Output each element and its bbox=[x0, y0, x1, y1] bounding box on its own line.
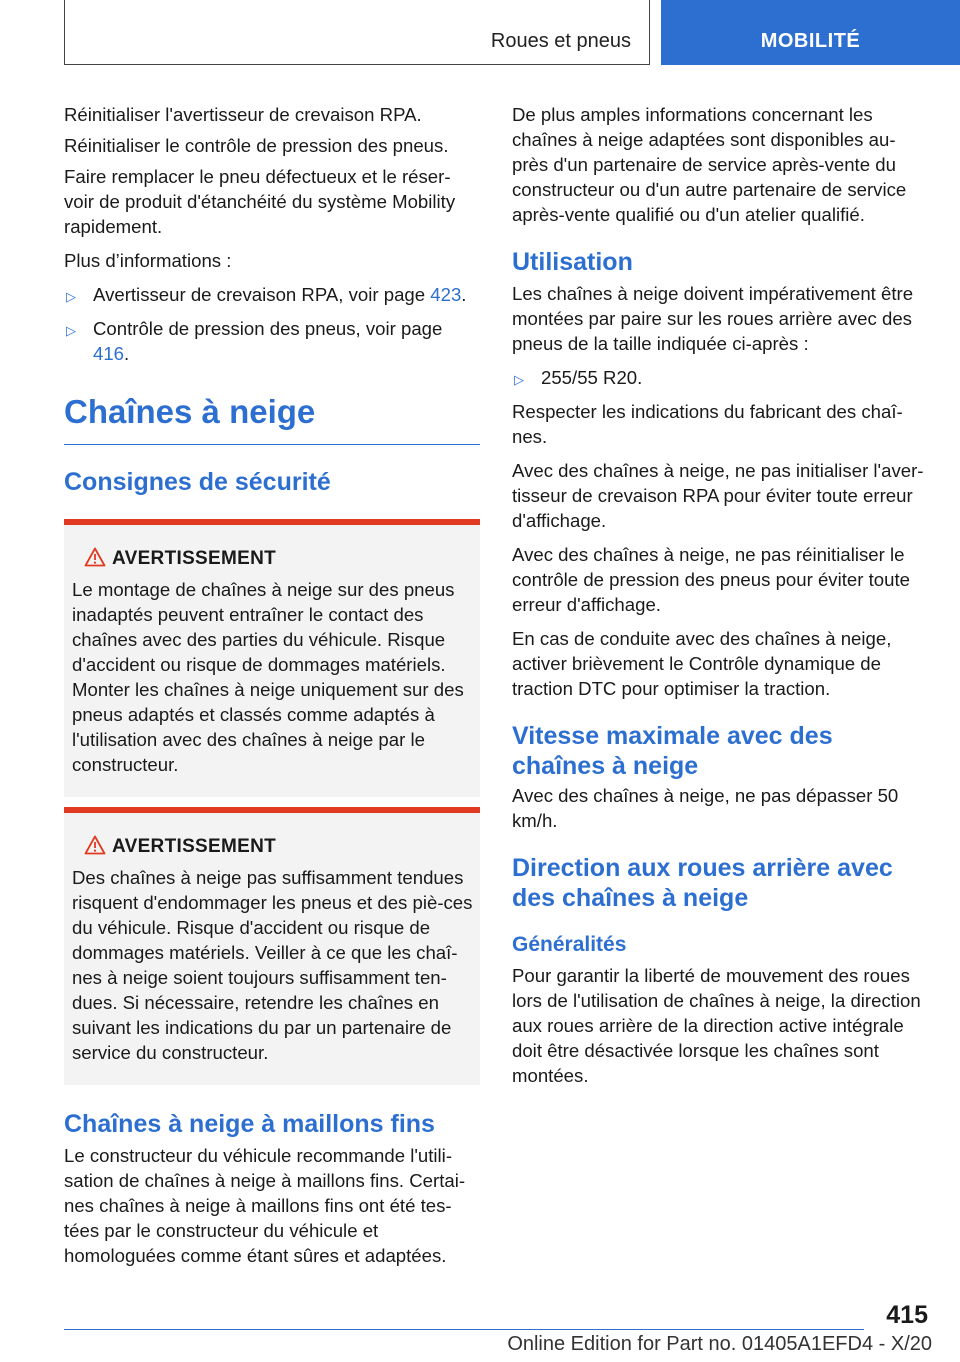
section-heading-fine-chains: Chaînes à neige à maillons fins bbox=[64, 1110, 435, 1138]
paragraph: En cas de conduite avec des chaînes à neige, activer brièvement le Contrôle dynamique de traction DTC pour optimiser la traction. bbox=[512, 628, 892, 699]
paragraph: Respecter les indications du fabricant des chaî-nes. bbox=[512, 401, 903, 447]
chapter-heading: Chaînes à neige bbox=[64, 392, 480, 445]
paragraph: De plus amples informations concernant les chaînes à neige adaptées sont disponibles au-près d'un partenaire de service après-vente du constructeur ou d'un autre partenaire de service après-vente qualifié ou d'un atelier qualifié. bbox=[512, 104, 907, 225]
list-item-text: Contrôle de pression des pneus, voir page bbox=[93, 318, 443, 339]
triangle-bullet-icon: ▷ bbox=[514, 372, 524, 387]
section-heading-max-speed: Vitesse maximale avec des chaînes à neige bbox=[512, 722, 833, 780]
footer-edition-text: Online Edition for Part no. 01405A1EFD4 - X/20 bbox=[507, 1333, 932, 1355]
page-number: 415 bbox=[886, 1301, 928, 1329]
paragraph: Réinitialiser le contrôle de pression des pneus. bbox=[64, 135, 449, 156]
left-column bbox=[64, 102, 480, 1277]
warning-title: AVERTISSEMENT bbox=[112, 548, 277, 569]
paragraph: Avec des chaînes à neige, ne pas réinitialiser le contrôle de pression des pneus pour éviter toute erreur d'affichage. bbox=[512, 544, 910, 615]
subsection-heading-general: Généralités bbox=[512, 933, 627, 956]
warning-text: Des chaînes à neige pas suffisamment tendues risquent d'endommager les pneus et des piè-ces du véhicule. Risque d'accident ou risque de dommages matériels. Veiller à ce que les chaî-nes à neige soient toujours suffisamment ten-dues. Si nécessaire, retendre les chaînes en suivant les indications du par un partenaire de service du constructeur. bbox=[72, 867, 473, 1063]
paragraph: Le constructeur du véhicule recommande l'utili-sation de chaînes à neige à maillons fins. Certai-nes chaînes à neige à maillons fins ont été tes-tées par le constructeur du véhicule et homologuées comme étant sûres et adaptées. bbox=[64, 1145, 466, 1266]
warning-triangle-icon bbox=[84, 547, 106, 567]
warning-text: Le montage de chaînes à neige sur des pneus inadaptés peuvent entraîner le contact des chaînes avec des parties du véhicule. Risque d'accident ou risque de dommages matériels. Monter les chaînes à neige uniquement sur des pneus adaptés et classés comme adaptés à l'utilisation avec des chaînes à neige par le constructeur. bbox=[72, 579, 464, 775]
list-item-text: Avertisseur de crevaison RPA, voir page bbox=[93, 284, 431, 305]
header-chapter-label: MOBILITÉ bbox=[760, 30, 861, 52]
paragraph: Réinitialiser l'avertisseur de crevaison RPA. bbox=[64, 104, 422, 125]
header-chapter-tab[interactable] bbox=[661, 0, 960, 65]
warning-triangle-icon bbox=[84, 835, 106, 855]
tire-size-text: 255/55 R20. bbox=[541, 367, 643, 388]
paragraph: Faire remplacer le pneu défectueux et le réser-voir de produit d'étanchéité du système Mobility rapidement. bbox=[64, 166, 456, 237]
paragraph: Avec des chaînes à neige, ne pas dépasser 50 km/h. bbox=[512, 785, 899, 831]
list-item bbox=[64, 282, 480, 307]
paragraph: Les chaînes à neige doivent impérativement être montées par paire sur les roues arrière avec des pneus de la taille indiquée ci-après : bbox=[512, 283, 914, 354]
section-heading-safety: Consignes de sécurité bbox=[64, 468, 331, 496]
header-section-box bbox=[64, 0, 650, 65]
reference-list bbox=[64, 282, 480, 366]
paragraph: Pour garantir la liberté de mouvement des roues lors de l'utilisation de chaînes à neige, la direction aux roues arrière de la direction active intégrale doit être désactivée lorsque les chaînes sont montées. bbox=[512, 965, 921, 1086]
warning-box bbox=[64, 807, 480, 1085]
list-item-suffix: . bbox=[461, 284, 467, 305]
footer-divider bbox=[64, 1329, 864, 1330]
triangle-bullet-icon: ▷ bbox=[66, 289, 76, 304]
tire-size-list bbox=[512, 365, 930, 390]
paragraph: Avec des chaînes à neige, ne pas initialiser l'aver-tisseur de crevaison RPA pour éviter toute erreur d'affichage. bbox=[512, 460, 924, 531]
list-item bbox=[512, 365, 930, 390]
right-column bbox=[512, 102, 930, 1097]
header-section-title: Roues et pneus bbox=[490, 30, 631, 52]
warning-title: AVERTISSEMENT bbox=[112, 836, 277, 857]
warning-box bbox=[64, 519, 480, 797]
section-heading-rear-steering: Direction aux roues arrière avec des chaînes à neige bbox=[512, 854, 893, 912]
triangle-bullet-icon: ▷ bbox=[66, 323, 76, 338]
page-link-423[interactable]: 423 bbox=[430, 284, 462, 305]
list-item-suffix: . bbox=[124, 343, 130, 364]
section-heading-use: Utilisation bbox=[512, 248, 633, 276]
page-link-416[interactable]: 416 bbox=[93, 343, 125, 364]
paragraph: Plus d’informations : bbox=[64, 250, 232, 271]
list-item bbox=[64, 316, 480, 366]
